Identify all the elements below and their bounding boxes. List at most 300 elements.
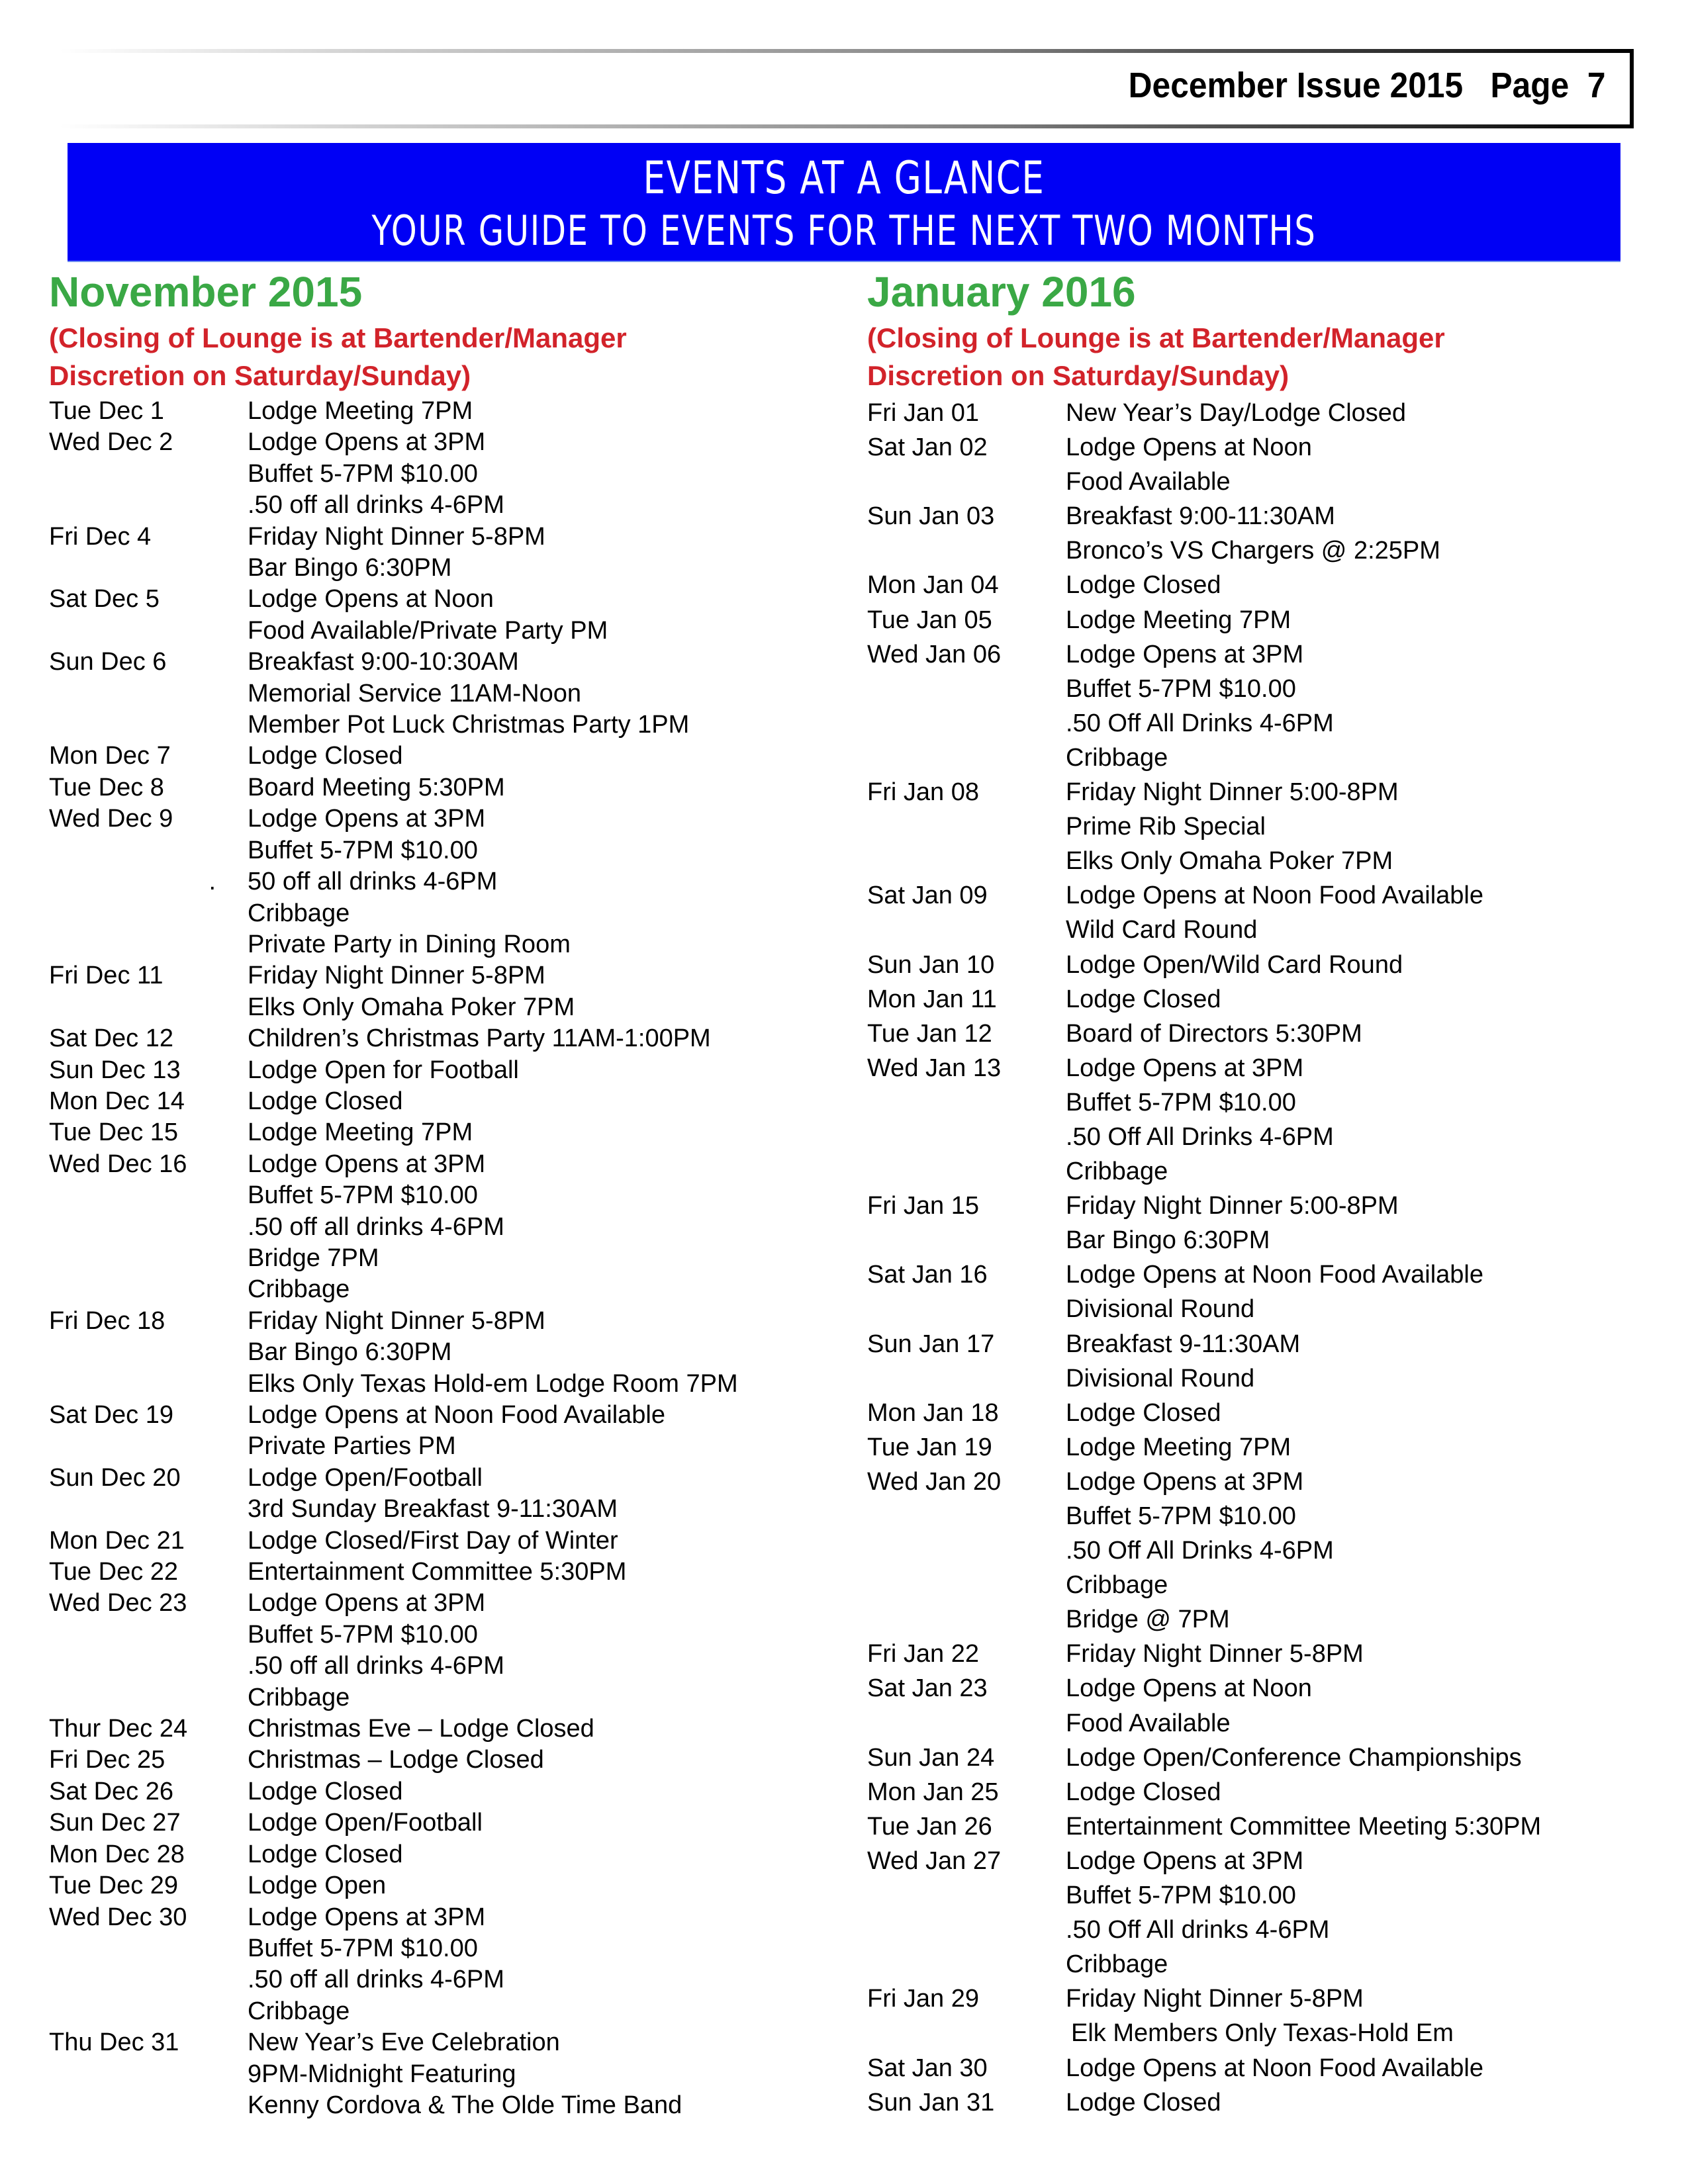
event-description: Buffet 5-7PM $10.00 [1066, 674, 1296, 703]
event-date [867, 603, 1066, 637]
event-description: Lodge Opens at 3PM [1066, 1054, 1304, 1082]
event-date-text: Fri Dec 25 [49, 1746, 165, 1774]
event-row [49, 960, 843, 991]
event-date [49, 678, 248, 709]
event-date-text: Tue Dec 29 [49, 1872, 179, 1900]
event-description: Lodge Open/Wild Card Round [1066, 950, 1403, 979]
event-date [867, 809, 1066, 844]
event-description: Lodge Closed [1066, 1778, 1221, 1806]
event-date-text: Mon Jan 18 [867, 1398, 999, 1427]
event-date [867, 1154, 1066, 1189]
event-row [49, 835, 843, 866]
event-description: Friday Night Dinner 5-8PM [1066, 1640, 1364, 1668]
event-date [49, 1274, 248, 1305]
event-date [867, 1292, 1066, 1326]
event-date-text: Fri Dec 18 [49, 1306, 165, 1335]
event-date [49, 2027, 248, 2058]
event-date [49, 1180, 248, 1211]
event-description: Lodge Opens at Noon Food Available [1066, 2054, 1483, 2082]
event-description: Lodge Opens at 3PM [1066, 640, 1304, 668]
event-description: Bar Bingo 6:30PM [248, 554, 452, 582]
event-date [867, 1327, 1066, 1361]
event-description: Lodge Opens at 3PM [248, 1589, 486, 1617]
event-description: Buffet 5-7PM $10.00 [1066, 1882, 1296, 1910]
event-row [49, 396, 843, 427]
event-date-text: Sat Jan 02 [867, 433, 988, 462]
event-row [867, 1292, 1662, 1326]
event-description: Lodge Closed [1066, 571, 1221, 600]
header-bottom-rule [60, 124, 1634, 128]
event-row [49, 1023, 843, 1054]
event-date [49, 1117, 248, 1148]
stray-period: . [209, 868, 216, 896]
event-row [49, 1807, 843, 1839]
event-list [867, 396, 1662, 2120]
event-date [49, 960, 248, 991]
event-date-text: Mon Jan 04 [867, 571, 999, 600]
event-date [867, 2016, 1066, 2050]
event-description: Christmas – Lodge Closed [248, 1746, 544, 1774]
event-row [867, 1257, 1662, 1292]
event-date [49, 1055, 248, 1086]
event-row [49, 490, 843, 521]
event-date [867, 775, 1066, 809]
event-description: Lodge Open/Football [248, 1463, 483, 1492]
event-row [867, 499, 1662, 533]
event-description: Kenny Cordova & The Olde Time Band [248, 2091, 682, 2119]
event-description: Memorial Service 11AM-Noon [248, 679, 582, 707]
event-description: Entertainment Committee 5:30PM [248, 1558, 627, 1586]
event-row [49, 741, 843, 772]
event-description: Lodge Meeting 7PM [1066, 606, 1291, 634]
event-description: Bridge 7PM [248, 1244, 379, 1272]
event-row [49, 1337, 843, 1368]
event-date-text: Sun Dec 20 [49, 1463, 181, 1492]
event-row [867, 1602, 1662, 1637]
event-date-text: Fri Jan 22 [867, 1640, 979, 1668]
event-row [49, 1619, 843, 1651]
event-date-text: Wed Dec 23 [49, 1589, 187, 1617]
event-description: .50 off all drinks 4-6PM [248, 491, 504, 520]
event-date-text: Fri Jan 08 [867, 778, 979, 807]
event-description: Elks Only Omaha Poker 7PM [248, 993, 575, 1021]
event-description: Friday Night Dinner 5-8PM [248, 1306, 545, 1335]
event-date [867, 568, 1066, 602]
event-description: Friday Night Dinner 5-8PM [1066, 1985, 1364, 2013]
event-row [49, 1086, 843, 1117]
event-row [867, 1947, 1662, 1981]
event-row [49, 772, 843, 803]
event-date [49, 490, 248, 521]
event-row [867, 672, 1662, 706]
event-date [867, 1775, 1066, 1809]
event-description: Lodge Meeting 7PM [248, 397, 473, 425]
event-date [867, 706, 1066, 741]
event-date [49, 1713, 248, 1745]
event-description: Children’s Christmas Party 11AM-1:00PM [248, 1024, 711, 1053]
event-date-text: Sun Dec 6 [49, 648, 167, 676]
event-description: Buffet 5-7PM $10.00 [248, 1181, 478, 1210]
event-date [49, 1306, 248, 1337]
event-date-text: Thu Dec 31 [49, 2028, 179, 2057]
event-date-text: Sun Jan 03 [867, 502, 995, 531]
event-row [49, 803, 843, 835]
event-date [867, 844, 1066, 878]
event-date [49, 1776, 248, 1807]
event-description: Private Party in Dining Room [248, 930, 571, 958]
event-date [49, 459, 248, 490]
event-row [867, 982, 1662, 1017]
event-date-text: Sun Jan 24 [867, 1743, 995, 1772]
event-date [49, 1243, 248, 1274]
event-date [867, 741, 1066, 775]
event-description: Lodge Opens at Noon Food Available [1066, 882, 1483, 910]
event-row [867, 948, 1662, 982]
event-row [49, 678, 843, 709]
event-date [49, 1996, 248, 2027]
event-row [867, 1189, 1662, 1223]
event-description: Cribbage [1066, 743, 1168, 772]
event-date [867, 1741, 1066, 1775]
event-description: Lodge Closed [248, 742, 403, 770]
event-date [49, 1337, 248, 1368]
event-date [49, 741, 248, 772]
event-description: Lodge Opens at Noon [248, 585, 494, 614]
event-description: Member Pot Luck Christmas Party 1PM [248, 711, 690, 739]
event-date [867, 1844, 1066, 1878]
closing-note-line2: Discretion on Saturday/Sunday) [867, 360, 1289, 391]
event-date [49, 1964, 248, 1995]
event-date [49, 1870, 248, 1901]
event-row [49, 1839, 843, 1870]
event-date [867, 1396, 1066, 1430]
event-description: Wild Card Round [1066, 916, 1258, 944]
event-row [867, 1120, 1662, 1154]
event-row [49, 1243, 843, 1274]
event-date [49, 929, 248, 960]
event-description: Buffet 5-7PM $10.00 [248, 836, 478, 864]
event-date [49, 1086, 248, 1117]
event-row [867, 1361, 1662, 1396]
event-row [49, 615, 843, 647]
event-description: Lodge Open/Football [248, 1809, 483, 1837]
event-description: Lodge Closed [248, 1840, 403, 1868]
event-row [49, 459, 843, 490]
event-description: Lodge Opens at 3PM [248, 1903, 486, 1931]
event-date-text: Fri Jan 29 [867, 1985, 979, 2013]
event-row [49, 1463, 843, 1494]
event-date-text: Mon Dec 7 [49, 742, 171, 770]
event-date [867, 1568, 1066, 1602]
event-date [49, 1933, 248, 1964]
event-description: Lodge Open for Football [248, 1056, 519, 1084]
event-row [49, 866, 843, 897]
event-description: Breakfast 9:00-11:30AM [1066, 502, 1335, 531]
event-date-text: Tue Dec 15 [49, 1118, 179, 1147]
event-description: Friday Night Dinner 5:00-8PM [1066, 1192, 1399, 1220]
event-row [49, 1902, 843, 1933]
event-description: Lodge Closed [1066, 985, 1221, 1013]
event-date-text: Mon Dec 14 [49, 1087, 185, 1115]
event-row [867, 465, 1662, 499]
event-date-text: Fri Jan 01 [867, 399, 979, 427]
event-row [867, 1017, 1662, 1051]
event-description: Cribbage [1066, 1950, 1168, 1979]
event-description: Lodge Opens at 3PM [248, 428, 486, 457]
event-date [867, 1430, 1066, 1465]
event-row [867, 913, 1662, 947]
event-description: Divisional Round [1066, 1295, 1255, 1324]
event-date-text: Fri Dec 11 [49, 962, 164, 990]
event-date-text: Sat Dec 19 [49, 1401, 173, 1429]
event-date [867, 878, 1066, 913]
event-date [867, 1878, 1066, 1913]
event-row [49, 1745, 843, 1776]
event-row [867, 2085, 1662, 2120]
event-date [867, 913, 1066, 947]
banner-title: EVENTS AT A GLANCE [643, 152, 1045, 205]
event-row [867, 1051, 1662, 1085]
event-row [867, 2051, 1662, 2085]
event-date-text: Tue Jan 26 [867, 1812, 992, 1841]
event-date [49, 1807, 248, 1839]
event-description: Elks Only Omaha Poker 7PM [1066, 847, 1393, 876]
event-description: 3rd Sunday Breakfast 9-11:30AM [248, 1495, 618, 1524]
event-date [49, 1400, 248, 1431]
event-row [49, 427, 843, 458]
event-date [867, 1637, 1066, 1671]
event-date [867, 1361, 1066, 1396]
event-date [49, 1682, 248, 1713]
event-date-text: Sun Jan 10 [867, 950, 995, 979]
event-row [49, 584, 843, 615]
event-date-text: Sat Jan 30 [867, 2054, 988, 2082]
event-description: Lodge Opens at Noon [1066, 433, 1312, 462]
event-date [49, 1557, 248, 1588]
event-date [867, 672, 1066, 706]
event-description: .50 Off All drinks 4-6PM [1066, 1916, 1330, 1944]
event-row [49, 1431, 843, 1462]
event-date [49, 1463, 248, 1494]
event-row [867, 1568, 1662, 1602]
event-list [49, 396, 843, 2121]
event-date [49, 2090, 248, 2121]
event-date [867, 499, 1066, 533]
event-description: Cribbage [248, 1683, 350, 1711]
event-date [867, 1085, 1066, 1120]
event-date [49, 1745, 248, 1776]
event-date-text: Wed Dec 9 [49, 805, 173, 833]
event-description: 50 off all drinks 4-6PM [248, 868, 498, 896]
event-date-text: Mon Dec 28 [49, 1840, 185, 1868]
event-date [49, 522, 248, 553]
event-date [867, 1981, 1066, 2016]
event-date [867, 1947, 1066, 1981]
event-description: Cribbage [1066, 1571, 1168, 1600]
event-row [49, 1525, 843, 1557]
event-row [49, 1274, 843, 1305]
page-label: Page [1490, 66, 1570, 105]
event-row [49, 647, 843, 678]
event-description: New Year’s Eve Celebration [248, 2028, 560, 2057]
event-row [867, 1430, 1662, 1465]
event-date [867, 1809, 1066, 1844]
event-date [49, 584, 248, 615]
event-row [49, 992, 843, 1023]
event-row [867, 1913, 1662, 1947]
event-description: .50 off all drinks 4-6PM [248, 1966, 504, 1994]
event-date [867, 982, 1066, 1017]
event-date [867, 2085, 1066, 2120]
event-row [867, 844, 1662, 878]
event-description: Lodge Meeting 7PM [248, 1118, 473, 1147]
month-heading: January 2016 [867, 268, 1136, 316]
event-row [867, 775, 1662, 809]
event-description: New Year’s Day/Lodge Closed [1066, 399, 1407, 427]
event-description: Bar Bingo 6:30PM [248, 1338, 452, 1367]
event-row [867, 741, 1662, 775]
event-row [867, 1706, 1662, 1741]
event-date [49, 1431, 248, 1462]
event-row [49, 522, 843, 553]
event-date-text: Tue Dec 22 [49, 1558, 179, 1586]
event-row [49, 1964, 843, 1995]
event-description: Elks Only Texas Hold-em Lodge Room 7PM [248, 1369, 738, 1398]
event-date [49, 2059, 248, 2090]
event-description: Private Parties PM [248, 1432, 456, 1461]
event-date [867, 1671, 1066, 1706]
event-description: Lodge Opens at Noon [1066, 1674, 1312, 1703]
event-row [867, 809, 1662, 844]
issue-label: December Issue 2015 [1129, 66, 1464, 105]
event-date [867, 1602, 1066, 1637]
event-description: .50 off all drinks 4-6PM [248, 1212, 504, 1241]
event-date [49, 772, 248, 803]
event-description: Board of Directors 5:30PM [1066, 1019, 1362, 1048]
event-date-text: Sun Jan 17 [867, 1330, 995, 1358]
event-description: Lodge Meeting 7PM [1066, 1433, 1291, 1461]
event-date [867, 430, 1066, 465]
event-row [867, 1878, 1662, 1913]
closing-note-line2: Discretion on Saturday/Sunday) [49, 360, 471, 391]
event-row [49, 1494, 843, 1525]
event-description: Lodge Opens at Noon Food Available [248, 1401, 665, 1429]
event-date [867, 948, 1066, 982]
event-description: Buffet 5-7PM $10.00 [248, 1934, 478, 1962]
event-date [49, 1149, 248, 1180]
event-row [867, 396, 1662, 430]
event-row [867, 1741, 1662, 1775]
event-row [49, 1306, 843, 1337]
event-date [49, 615, 248, 647]
event-description: Cribbage [248, 1997, 350, 2025]
event-date-text: Wed Jan 13 [867, 1054, 1002, 1082]
event-description: Buffet 5-7PM $10.00 [1066, 1088, 1296, 1116]
event-date-text: Sun Jan 31 [867, 2088, 995, 2116]
event-description: .50 Off All Drinks 4-6PM [1066, 709, 1334, 737]
event-date [867, 465, 1066, 499]
event-date [867, 1051, 1066, 1085]
event-description: Cribbage [248, 899, 350, 927]
event-date-text: Sat Jan 16 [867, 1261, 988, 1289]
event-row [867, 1637, 1662, 1671]
event-date [49, 1619, 248, 1651]
event-description: Lodge Closed [1066, 2088, 1221, 2116]
event-row [867, 1085, 1662, 1120]
event-description: Buffet 5-7PM $10.00 [1066, 1502, 1296, 1530]
event-date [49, 709, 248, 741]
event-description: Bar Bingo 6:30PM [1066, 1226, 1270, 1255]
event-description: Divisional Round [1066, 1364, 1255, 1392]
event-row [867, 1533, 1662, 1568]
event-date-text: Sat Jan 09 [867, 882, 988, 910]
events-banner [68, 143, 1620, 262]
page-number: 7 [1587, 66, 1606, 105]
event-date-text: Mon Dec 21 [49, 1526, 185, 1555]
event-date [49, 1212, 248, 1243]
event-date [49, 1494, 248, 1525]
event-row [49, 1870, 843, 1901]
event-date [49, 1839, 248, 1870]
event-date-text: Fri Jan 15 [867, 1192, 979, 1220]
event-date [867, 1465, 1066, 1499]
event-description: Cribbage [1066, 1158, 1168, 1186]
event-date-text: Wed Jan 27 [867, 1846, 1002, 1875]
event-date-text: Sat Dec 5 [49, 585, 160, 614]
event-description: Lodge Opens at 3PM [248, 1150, 486, 1178]
event-row [867, 878, 1662, 913]
november-column [49, 265, 843, 2121]
event-description: 9PM-Midnight Featuring [248, 2060, 516, 2088]
event-description: Lodge Open [248, 1872, 387, 1900]
event-date [49, 835, 248, 866]
event-row [867, 1671, 1662, 1706]
event-date [49, 803, 248, 835]
event-row [867, 1327, 1662, 1361]
event-row [49, 2027, 843, 2058]
event-row [867, 1499, 1662, 1533]
event-description: .50 Off All Drinks 4-6PM [1066, 1537, 1334, 1565]
event-description: Buffet 5-7PM $10.00 [248, 459, 478, 488]
event-description: Lodge Opens at 3PM [248, 805, 486, 833]
event-description: Bronco’s VS Chargers @ 2:25PM [1066, 537, 1440, 565]
event-date [867, 1017, 1066, 1051]
event-row [49, 1933, 843, 1964]
event-row [49, 1557, 843, 1588]
event-row [49, 1588, 843, 1619]
event-date-text: Wed Dec 30 [49, 1903, 187, 1931]
event-description: Lodge Closed [248, 1087, 403, 1115]
event-row [49, 1776, 843, 1807]
event-description: Prime Rib Special [1066, 813, 1266, 841]
event-row [867, 1981, 1662, 2016]
event-date-text: Wed Dec 2 [49, 428, 173, 457]
event-date-text: Sun Dec 27 [49, 1809, 181, 1837]
event-row [49, 2090, 843, 2121]
header-right-edge [1630, 49, 1634, 128]
event-description: Entertainment Committee Meeting 5:30PM [1066, 1812, 1542, 1841]
event-description: Breakfast 9:00-10:30AM [248, 648, 519, 676]
event-date [49, 1369, 248, 1400]
event-row [867, 1809, 1662, 1844]
event-row [867, 603, 1662, 637]
event-row [867, 2016, 1662, 2050]
event-date-text: Fri Dec 4 [49, 522, 152, 551]
event-row [867, 1775, 1662, 1809]
january-column [867, 265, 1662, 2120]
event-row [49, 1369, 843, 1400]
event-date [867, 1257, 1066, 1292]
